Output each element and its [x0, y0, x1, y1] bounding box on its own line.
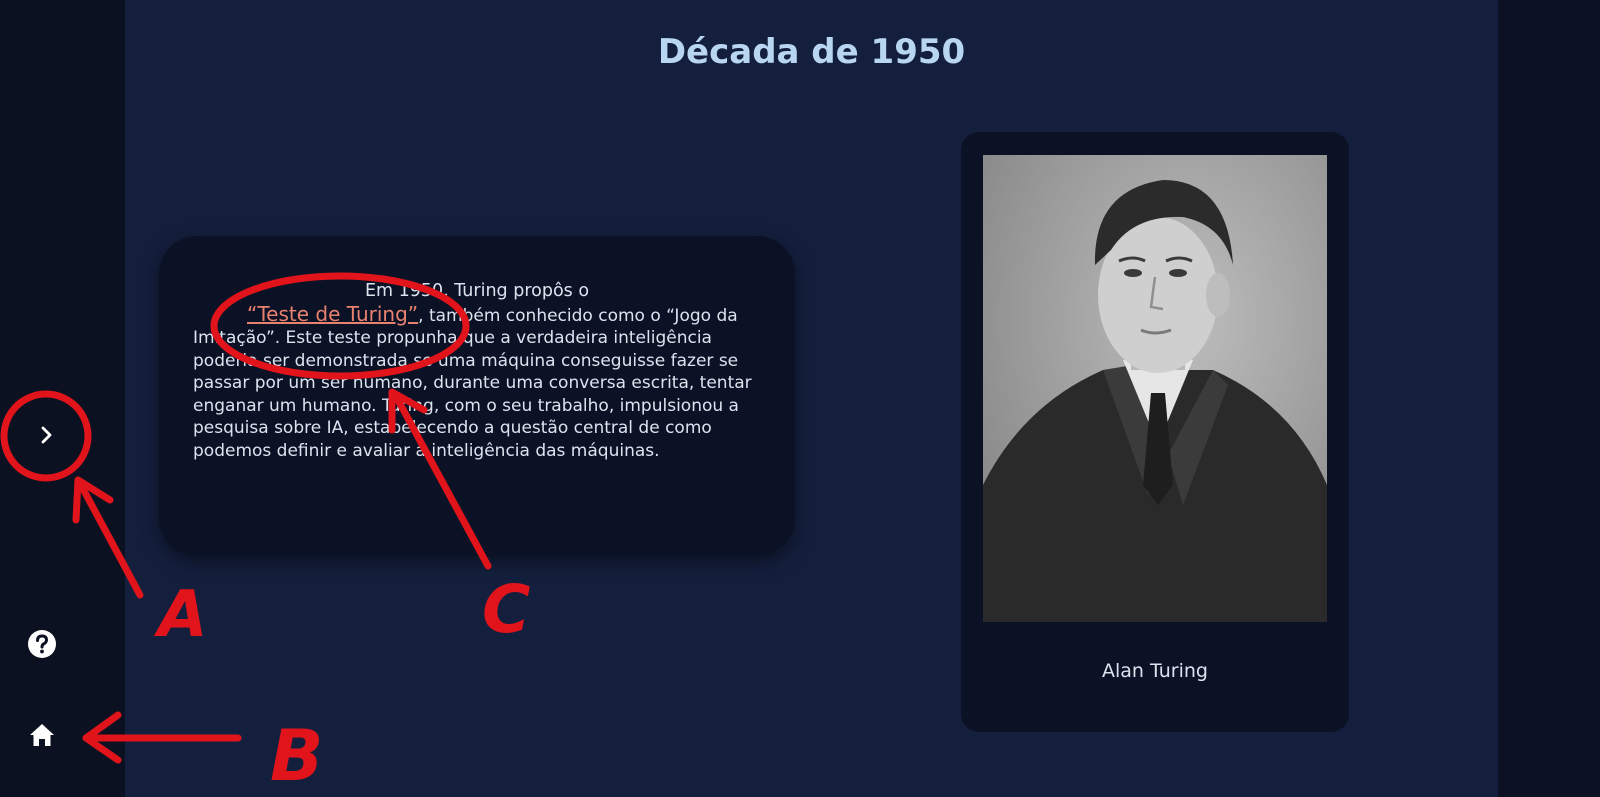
chevron-right-icon	[34, 423, 58, 447]
page-title: Década de 1950	[657, 32, 966, 72]
annotation-label-b: B	[270, 715, 324, 797]
help-circle-icon	[27, 629, 57, 659]
text-card	[159, 236, 795, 556]
lead-text: Em 1950, Turing propôs o	[364, 281, 590, 301]
right-margin	[1498, 0, 1600, 797]
annotation-label-c: C	[482, 571, 531, 648]
home-icon	[28, 721, 56, 749]
main-content	[125, 0, 1498, 797]
portrait-card	[961, 132, 1349, 732]
next-button[interactable]	[18, 407, 74, 463]
sidebar	[0, 0, 125, 797]
annotation-label-a: A	[158, 578, 208, 652]
turing-test-link[interactable]: “Teste de Turing”	[247, 301, 419, 326]
help-button[interactable]	[22, 624, 62, 664]
alan-turing-photo	[983, 155, 1327, 622]
body-text: , também conhecido como o “Jogo da Imitação”. Este teste propunha que a verdadeira inteligência poderia ser demonstrada se uma máquina conseguisse fazer se passar por um ser humano, durante uma conversa escrita, tentar enganar um humano. Turing, com o seu trabalho, impulsionou a pesquisa sobre IA, estabelecendo a questão central de como podemos definir e avaliar a inteligência das máquinas.	[193, 305, 752, 461]
portrait-illustration	[983, 155, 1327, 622]
content-paragraph	[193, 280, 761, 462]
portrait-caption: Alan Turing	[1102, 660, 1208, 682]
home-button[interactable]	[22, 715, 62, 755]
